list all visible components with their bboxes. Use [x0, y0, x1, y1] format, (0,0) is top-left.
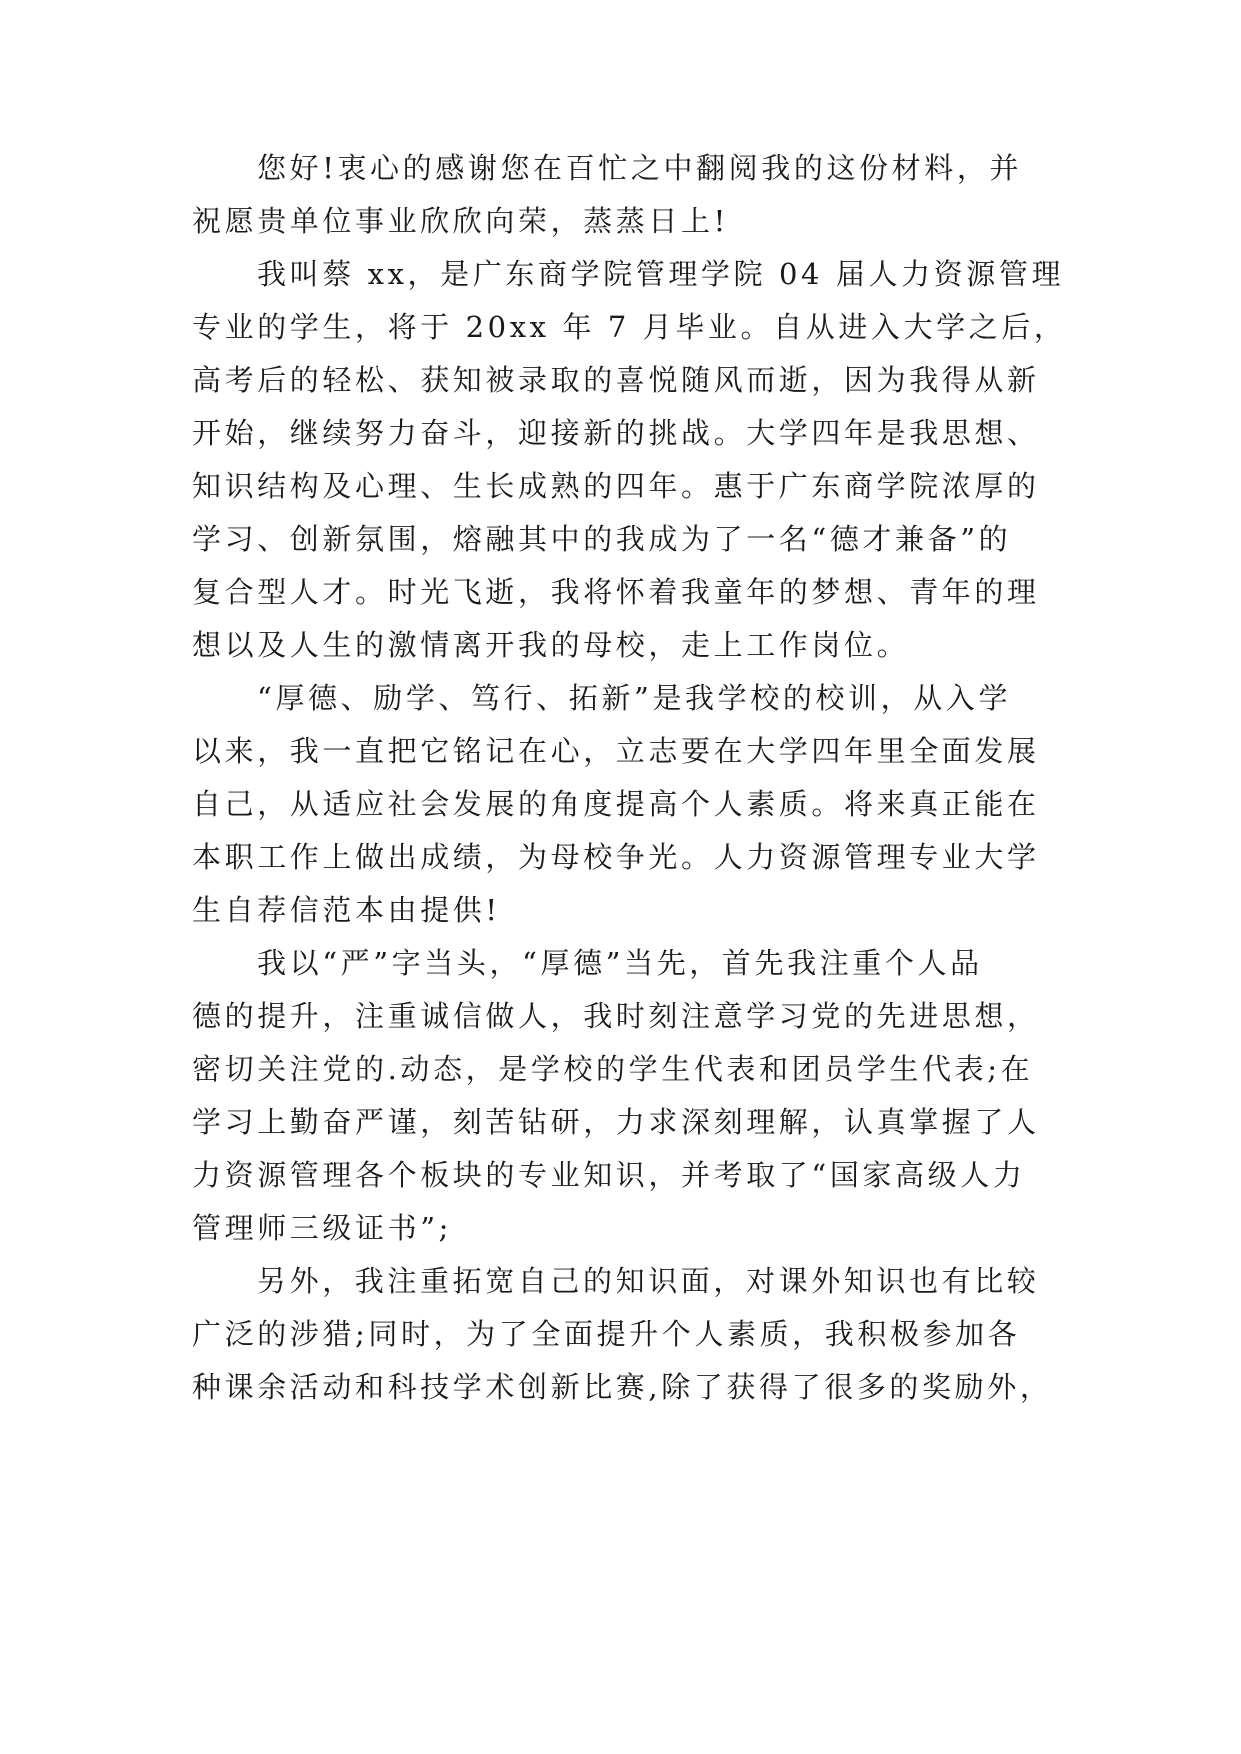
text-line: 开始，继续努力奋斗，迎接新的挑战。大学四年是我思想、: [192, 416, 1040, 450]
text-line: 我以“严”字当头，“厚德”当先，首先我注重个人品: [257, 946, 983, 980]
text-line: 本职工作上做出成绩，为母校争光。人力资源管理专业大学: [192, 840, 1040, 874]
text-line: 生自荐信范本由提供!: [192, 893, 501, 927]
text-line: 复合型人才。时光飞逝，我将怀着我童年的梦想、青年的理: [192, 575, 1040, 609]
text-line: 想以及人生的激情离开我的母校，走上工作岗位。: [192, 628, 910, 662]
text-line: 另外，我注重拓宽自己的知识面，对课外知识也有比较: [257, 1264, 1040, 1298]
text-line: 密切关注党的.动态，是学校的学生代表和团员学生代表;在: [192, 1052, 1034, 1086]
text-line: “厚德、励学、笃行、拓新”是我学校的校训，从入学: [257, 681, 1012, 715]
text-line: 管理师三级证书”;: [192, 1211, 452, 1245]
text-line: 自己，从适应社会发展的角度提高个人素质。将来真正能在: [192, 787, 1040, 821]
text-line: 高考后的轻松、获知被录取的喜悦随风而逝，因为我得从新: [192, 363, 1040, 397]
text-line: 力资源管理各个板块的专业知识，并考取了“国家高级人力: [192, 1158, 1026, 1192]
text-line: 学习上勤奋严谨，刻苦钻研，力求深刻理解，认真掌握了人: [192, 1105, 1040, 1139]
text-line: 德的提升，注重诚信做人，我时刻注意学习党的先进思想，: [192, 999, 1040, 1033]
text-line: 以来，我一直把它铭记在心，立志要在大学四年里全面发展: [192, 734, 1040, 768]
text-line: 学习、创新氛围，熔融其中的我成为了一名“德才兼备”的: [192, 522, 1012, 556]
text-line: 祝愿贵单位事业欣欣向荣，蒸蒸日上!: [192, 204, 729, 238]
text-line: 我叫蔡 xx，是广东商学院管理学院 04 届人力资源管理: [257, 257, 1065, 291]
text-line: 您好!衷心的感谢您在百忙之中翻阅我的这份材料，并: [257, 151, 1023, 185]
text-line: 知识结构及心理、生长成熟的四年。惠于广东商学院浓厚的: [192, 469, 1040, 503]
text-line: 广泛的涉猎;同时，为了全面提升个人素质，我积极参加各: [192, 1317, 1021, 1351]
text-line: 专业的学生，将于 20xx 年 7 月毕业。自从进入大学之后，: [192, 310, 1067, 344]
text-line: 种课余活动和科技学术创新比赛,除了获得了很多的奖励外，: [192, 1370, 1053, 1404]
